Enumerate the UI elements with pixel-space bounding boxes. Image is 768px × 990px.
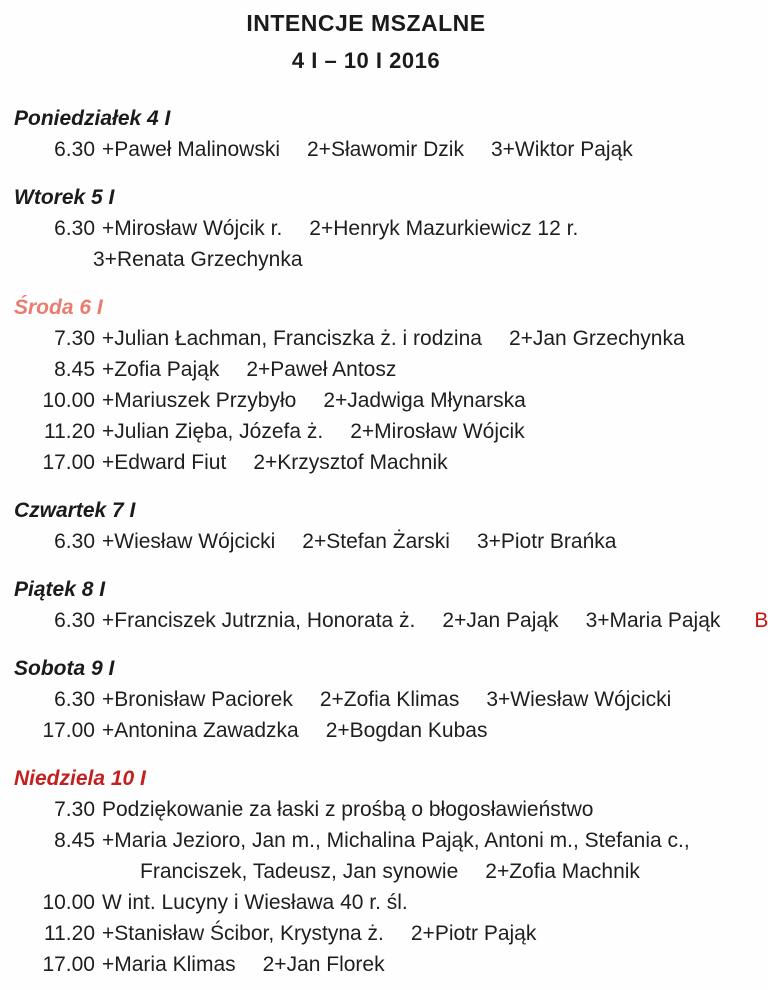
mass-entry xyxy=(14,416,718,447)
mass-intention: 2+Sławomir Dzik xyxy=(307,138,464,161)
day-section xyxy=(14,495,718,557)
day-heading: Czwartek 7 I xyxy=(14,499,136,522)
day-heading: Piątek 8 I xyxy=(14,578,106,601)
mass-time: 6.30 xyxy=(54,530,95,553)
mass-intentions xyxy=(102,825,690,856)
mass-intention: +Maria Jezioro, Jan m., Michalina Pająk, Antoni m., Stefania c., xyxy=(102,829,690,852)
mass-intention: 2+Jan Florek xyxy=(262,953,385,976)
day-heading: Sobota 9 I xyxy=(14,657,115,680)
date-range: 4 I – 10 I 2016 xyxy=(291,48,441,73)
mass-intention: 2+Stefan Żarski xyxy=(302,530,450,553)
mass-intention: +Zofia Pająk xyxy=(102,358,220,381)
mass-time: 17.00 xyxy=(42,451,95,474)
mass-intention: 3+Piotr Brańka xyxy=(476,530,617,553)
mass-intention: 2+Bogdan Kubas xyxy=(325,719,488,742)
mass-intention: +Bronisław Paciorek xyxy=(102,688,293,711)
day-section xyxy=(14,182,718,275)
mass-intention: 2+Zofia Klimas xyxy=(319,688,460,711)
day-heading: Poniedziałek 4 I xyxy=(14,107,171,130)
mass-time: 6.30 xyxy=(54,217,95,240)
mass-entry xyxy=(14,825,718,856)
mass-entry xyxy=(14,918,718,949)
mass-entry xyxy=(14,354,718,385)
mass-time: 6.30 xyxy=(54,688,95,711)
mass-entry xyxy=(14,213,718,244)
mass-intention: 2+Jan Pająk xyxy=(442,609,559,632)
day-heading: Niedziela 10 I xyxy=(14,767,146,790)
mass-entry xyxy=(14,949,718,980)
mass-intention: +Julian Łachman, Franciszka ż. i rodzina xyxy=(102,327,482,350)
mass-intention: W int. Lucyny i Wiesława 40 r. śl. xyxy=(102,891,408,914)
mass-time: 10.00 xyxy=(42,389,95,412)
mass-intentions xyxy=(102,605,768,636)
mass-intentions xyxy=(102,715,487,746)
mass-intention: +Paweł Malinowski xyxy=(102,138,280,161)
mass-time: 6.30 xyxy=(54,138,95,161)
mass-intention: 2+Henryk Mazurkiewicz 12 r. xyxy=(309,217,579,240)
mass-intention: +Maria Klimas xyxy=(102,953,236,976)
day-section xyxy=(14,763,718,980)
mass-intentions xyxy=(102,447,448,478)
mass-entry xyxy=(14,323,718,354)
mass-intentions xyxy=(102,949,385,980)
mass-intentions xyxy=(102,323,685,354)
mass-intentions xyxy=(102,526,616,557)
mass-intention: Franciszek, Tadeusz, Jan synowie xyxy=(140,860,459,883)
day-heading: Środa 6 I xyxy=(14,296,103,319)
mass-intention: 2+Mirosław Wójcik xyxy=(350,420,525,443)
mass-entry-continuation xyxy=(14,244,718,275)
mass-time: 8.45 xyxy=(54,829,95,852)
mass-intentions xyxy=(102,354,396,385)
mass-time: 17.00 xyxy=(42,719,95,742)
mass-time: 8.45 xyxy=(54,358,95,381)
mass-intention: +Mirosław Wójcik r. xyxy=(102,217,283,240)
mass-entry xyxy=(14,715,718,746)
mass-intention: +Julian Zięba, Józefa ż. xyxy=(102,420,324,443)
mass-intentions xyxy=(102,213,578,244)
mass-entry-continuation xyxy=(14,856,718,887)
mass-intentions xyxy=(102,794,593,825)
mass-intention: +Mariuszek Przybyło xyxy=(102,389,297,412)
mass-intention: 2+Krzysztof Machnik xyxy=(253,451,448,474)
mass-intentions xyxy=(93,244,303,275)
day-section xyxy=(14,292,718,478)
day-section xyxy=(14,103,718,165)
mass-entry xyxy=(14,447,718,478)
mass-time: 7.30 xyxy=(54,327,95,350)
mass-intention: 2+Zofia Machnik xyxy=(485,860,640,883)
mass-schedule xyxy=(14,103,768,980)
mass-intention: +Franciszek Jutrznia, Honorata ż. xyxy=(102,609,416,632)
day-section xyxy=(14,653,718,746)
mass-intention: 3+Maria Pająk xyxy=(585,609,721,632)
mass-intention: 3+Wiktor Pająk xyxy=(490,138,633,161)
mass-time: 17.00 xyxy=(42,953,95,976)
mass-intentions xyxy=(102,918,536,949)
mass-intention: 3+Renata Grzechynka xyxy=(93,248,303,271)
mass-intention: 2+Jan Grzechynka xyxy=(508,327,685,350)
mass-intention: 3+Wiesław Wójcicki xyxy=(486,688,672,711)
mass-entry xyxy=(14,526,718,557)
mass-intention: 2+Paweł Antosz xyxy=(246,358,397,381)
mass-time: 6.30 xyxy=(54,609,95,632)
mass-entry xyxy=(14,605,768,636)
mass-time: 10.00 xyxy=(42,891,95,914)
mass-intentions xyxy=(102,887,408,918)
mass-intention: Podziękowanie za łaski z prośbą o błogosławieństwo xyxy=(102,798,594,821)
mass-entry xyxy=(14,794,718,825)
mass-entry xyxy=(14,385,718,416)
mass-intentions xyxy=(102,385,526,416)
mass-intention: 2+Piotr Pająk xyxy=(410,922,537,945)
mass-entry xyxy=(14,684,718,715)
mass-intention: +Edward Fiut xyxy=(102,451,227,474)
day-heading: Wtorek 5 I xyxy=(14,186,115,209)
mass-intentions xyxy=(102,134,633,165)
mass-intention: 2+Jadwiga Młynarska xyxy=(323,389,526,412)
mass-entry xyxy=(14,134,718,165)
mass-intention: +Antonina Zawadzka xyxy=(102,719,299,742)
mass-intention: +Wiesław Wójcicki xyxy=(102,530,276,553)
red-marker-b: B xyxy=(754,609,768,632)
mass-intention: +Stanisław Ścibor, Krystyna ż. xyxy=(102,922,384,945)
mass-entry xyxy=(14,887,718,918)
mass-intentions xyxy=(102,684,671,715)
mass-time: 7.30 xyxy=(54,798,95,821)
mass-time: 11.20 xyxy=(44,922,95,945)
mass-intentions xyxy=(140,856,640,887)
mass-intentions xyxy=(102,416,525,447)
page-title: INTENCJE MSZALNE xyxy=(246,10,486,36)
day-section xyxy=(14,574,768,636)
mass-time: 11.20 xyxy=(44,420,95,443)
